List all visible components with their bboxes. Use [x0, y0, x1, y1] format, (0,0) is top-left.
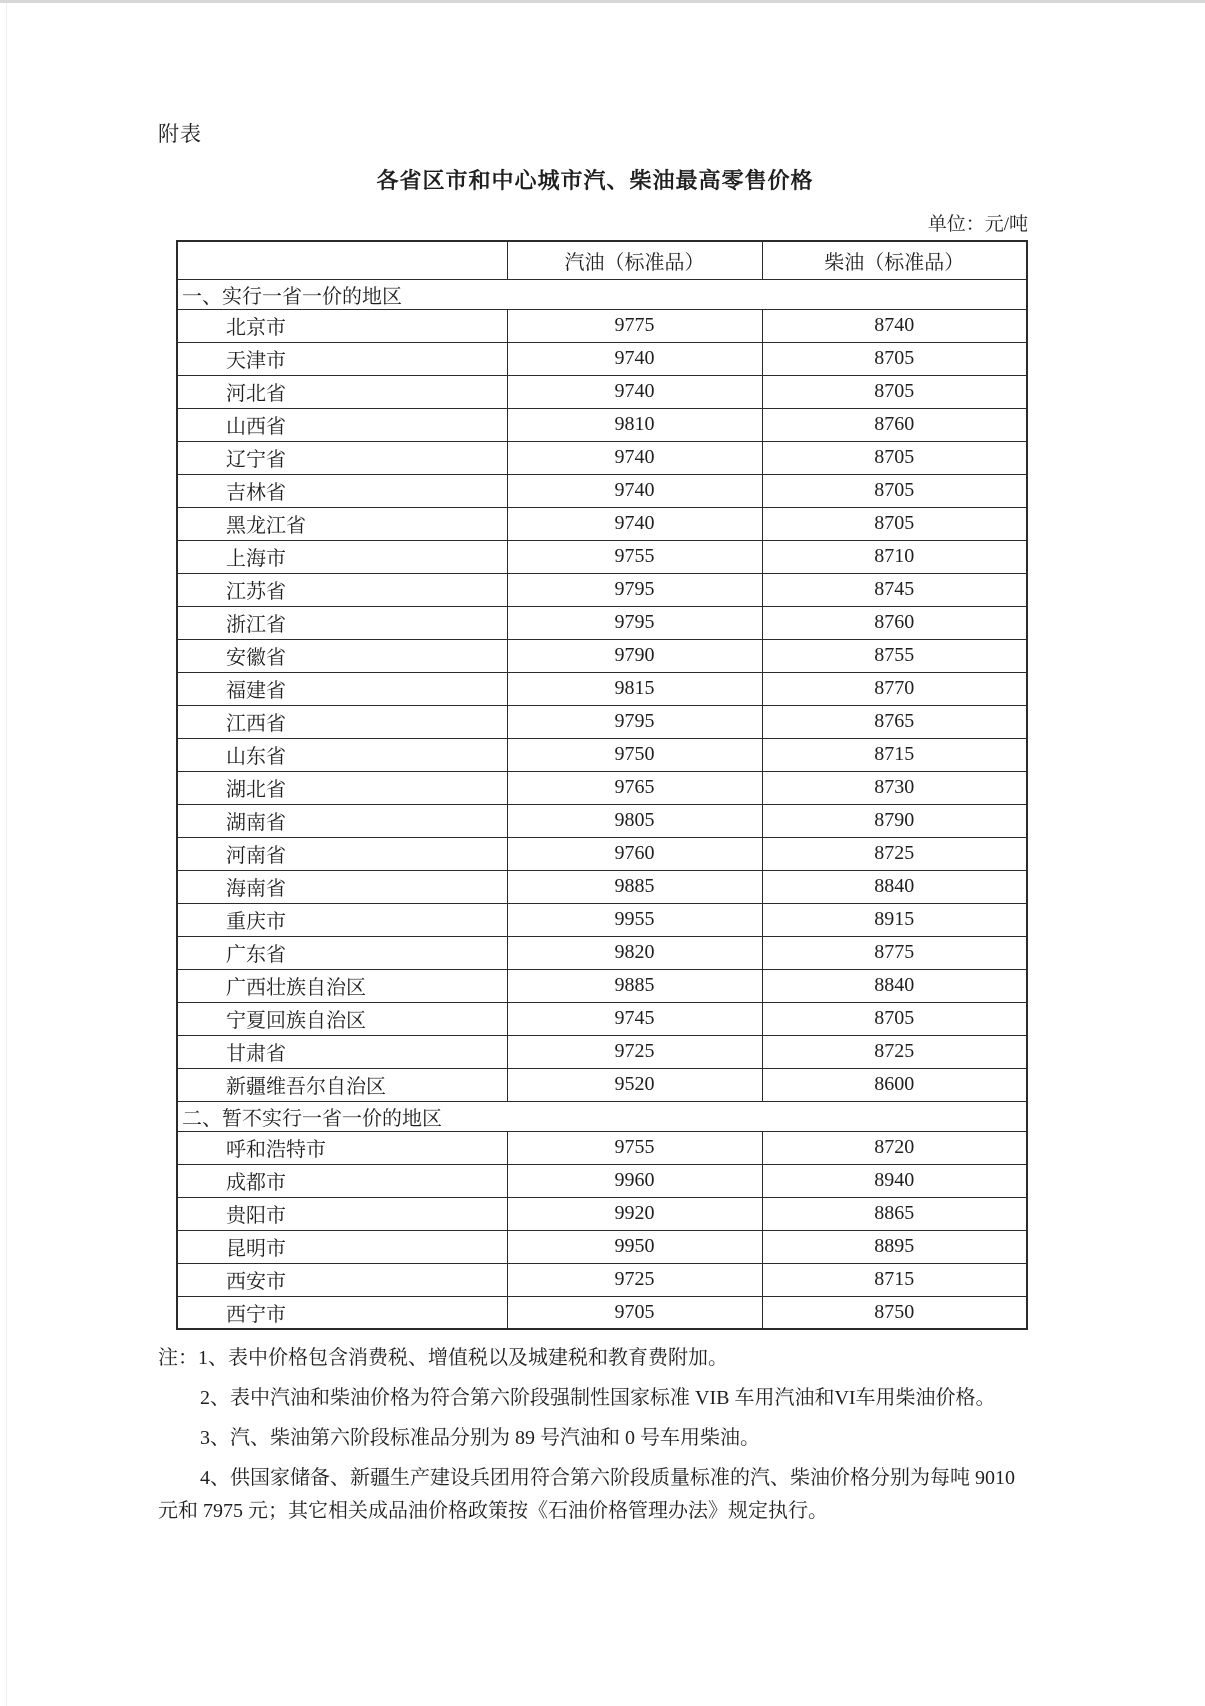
gasoline-price-cell: 9960: [507, 1164, 762, 1197]
note-line: 注：1、表中价格包含消费税、增值税以及城建税和教育费附加。: [158, 1347, 728, 1369]
table-row: [177, 1068, 1027, 1101]
diesel-price-cell: 8840: [762, 969, 1027, 1002]
annex-label: 附表: [158, 122, 202, 146]
section-heading-row: [177, 1101, 1027, 1131]
region-cell: 福建省: [177, 672, 507, 705]
gasoline-price-cell: 9740: [507, 342, 762, 375]
region-cell: 新疆维吾尔自治区: [177, 1068, 507, 1101]
table-row: [177, 474, 1027, 507]
diesel-price-cell: 8730: [762, 771, 1027, 804]
table-row: [177, 804, 1027, 837]
region-cell: 海南省: [177, 870, 507, 903]
gasoline-price-cell: 9820: [507, 936, 762, 969]
table-row: [177, 705, 1027, 738]
gasoline-price-cell: 9755: [507, 540, 762, 573]
diesel-price-cell: 8705: [762, 375, 1027, 408]
region-cell: 湖北省: [177, 771, 507, 804]
price-table-body: [177, 279, 1027, 1329]
table-row: [177, 507, 1027, 540]
table-row: [177, 408, 1027, 441]
region-cell: 江苏省: [177, 573, 507, 606]
region-cell: 天津市: [177, 342, 507, 375]
table-row: [177, 837, 1027, 870]
diesel-price-cell: 8705: [762, 1002, 1027, 1035]
diesel-price-cell: 8600: [762, 1068, 1027, 1101]
region-cell: 北京市: [177, 309, 507, 342]
gasoline-price-cell: 9790: [507, 639, 762, 672]
diesel-price-cell: 8750: [762, 1296, 1027, 1329]
price-table: [176, 240, 1028, 1330]
table-row: [177, 1002, 1027, 1035]
section-heading: 二、暂不实行一省一价的地区: [177, 1101, 1027, 1131]
diesel-price-cell: 8725: [762, 1035, 1027, 1068]
region-cell: 宁夏回族自治区: [177, 1002, 507, 1035]
diesel-price-cell: 8760: [762, 606, 1027, 639]
diesel-price-cell: 8775: [762, 936, 1027, 969]
table-row: [177, 375, 1027, 408]
table-row: [177, 1197, 1027, 1230]
document-page: [158, 118, 1032, 1535]
gasoline-price-cell: 9815: [507, 672, 762, 705]
table-row: [177, 1230, 1027, 1263]
diesel-price-cell: 8765: [762, 705, 1027, 738]
column-header-diesel: 柴油（标准品）: [762, 241, 1027, 279]
diesel-price-cell: 8895: [762, 1230, 1027, 1263]
unit-label: 单位：元/吨: [927, 214, 1028, 235]
notes: [158, 1342, 1032, 1528]
diesel-price-cell: 8940: [762, 1164, 1027, 1197]
gasoline-price-cell: 9725: [507, 1035, 762, 1068]
table-row: [177, 606, 1027, 639]
region-cell: 西安市: [177, 1263, 507, 1296]
gasoline-price-cell: 9810: [507, 408, 762, 441]
region-cell: 西宁市: [177, 1296, 507, 1329]
region-cell: 贵阳市: [177, 1197, 507, 1230]
table-row: [177, 1164, 1027, 1197]
diesel-price-cell: 8725: [762, 837, 1027, 870]
diesel-price-cell: 8865: [762, 1197, 1027, 1230]
gasoline-price-cell: 9920: [507, 1197, 762, 1230]
region-cell: 昆明市: [177, 1230, 507, 1263]
region-cell: 辽宁省: [177, 441, 507, 474]
region-cell: 山西省: [177, 408, 507, 441]
column-header-gasoline: 汽油（标准品）: [507, 241, 762, 279]
region-cell: 安徽省: [177, 639, 507, 672]
region-cell: 黑龙江省: [177, 507, 507, 540]
table-row: [177, 903, 1027, 936]
diesel-price-cell: 8715: [762, 738, 1027, 771]
table-row: [177, 870, 1027, 903]
region-cell: 河北省: [177, 375, 507, 408]
table-row: [177, 1296, 1027, 1329]
gasoline-price-cell: 9740: [507, 507, 762, 540]
diesel-price-cell: 8740: [762, 309, 1027, 342]
gasoline-price-cell: 9705: [507, 1296, 762, 1329]
gasoline-price-cell: 9885: [507, 870, 762, 903]
region-cell: 吉林省: [177, 474, 507, 507]
region-cell: 成都市: [177, 1164, 507, 1197]
column-header-region: [177, 241, 507, 279]
gasoline-price-cell: 9760: [507, 837, 762, 870]
diesel-price-cell: 8915: [762, 903, 1027, 936]
gasoline-price-cell: 9765: [507, 771, 762, 804]
gasoline-price-cell: 9740: [507, 441, 762, 474]
header-row: [177, 241, 1027, 279]
table-row: [177, 1131, 1027, 1164]
diesel-price-cell: 8705: [762, 441, 1027, 474]
gasoline-price-cell: 9805: [507, 804, 762, 837]
gasoline-price-cell: 9950: [507, 1230, 762, 1263]
table-row: [177, 342, 1027, 375]
region-cell: 浙江省: [177, 606, 507, 639]
gasoline-price-cell: 9795: [507, 606, 762, 639]
region-cell: 广西壮族自治区: [177, 969, 507, 1002]
page-edge-line: [6, 3, 7, 1706]
gasoline-price-cell: 9740: [507, 474, 762, 507]
diesel-price-cell: 8755: [762, 639, 1027, 672]
gasoline-price-cell: 9750: [507, 738, 762, 771]
note-line: 3、汽、柴油第六阶段标准品分别为 89 号汽油和 0 号车用柴油。: [200, 1427, 760, 1449]
table-row: [177, 1035, 1027, 1068]
gasoline-price-cell: 9795: [507, 705, 762, 738]
diesel-price-cell: 8715: [762, 1263, 1027, 1296]
table-row: [177, 1263, 1027, 1296]
region-cell: 上海市: [177, 540, 507, 573]
table-row: [177, 309, 1027, 342]
table-row: [177, 639, 1027, 672]
region-cell: 江西省: [177, 705, 507, 738]
diesel-price-cell: 8760: [762, 408, 1027, 441]
gasoline-price-cell: 9725: [507, 1263, 762, 1296]
section-heading-row: [177, 279, 1027, 309]
table-row: [177, 771, 1027, 804]
gasoline-price-cell: 9745: [507, 1002, 762, 1035]
gasoline-price-cell: 9955: [507, 903, 762, 936]
note-line: 2、表中汽油和柴油价格为符合第六阶段强制性国家标准 VIB 车用汽油和VI车用柴油价格。: [200, 1387, 996, 1409]
diesel-price-cell: 8705: [762, 474, 1027, 507]
region-cell: 重庆市: [177, 903, 507, 936]
region-cell: 呼和浩特市: [177, 1131, 507, 1164]
table-row: [177, 540, 1027, 573]
region-cell: 广东省: [177, 936, 507, 969]
diesel-price-cell: 8840: [762, 870, 1027, 903]
table-row: [177, 969, 1027, 1002]
diesel-price-cell: 8705: [762, 507, 1027, 540]
gasoline-price-cell: 9775: [507, 309, 762, 342]
table-row: [177, 672, 1027, 705]
gasoline-price-cell: 9740: [507, 375, 762, 408]
table-row: [177, 573, 1027, 606]
table-row: [177, 936, 1027, 969]
gasoline-price-cell: 9520: [507, 1068, 762, 1101]
region-cell: 湖南省: [177, 804, 507, 837]
gasoline-price-cell: 9795: [507, 573, 762, 606]
table-row: [177, 738, 1027, 771]
section-heading: 一、实行一省一价的地区: [177, 279, 1027, 309]
diesel-price-cell: 8770: [762, 672, 1027, 705]
diesel-price-cell: 8705: [762, 342, 1027, 375]
gasoline-price-cell: 9885: [507, 969, 762, 1002]
note-line: 4、供国家储备、新疆生产建设兵团用符合第六阶段质量标准的汽、柴油价格分别为每吨 9010 元和 7975 元；其它相关成品油价格政策按《石油价格管理办法》规定执行。: [158, 1467, 1015, 1522]
diesel-price-cell: 8710: [762, 540, 1027, 573]
gasoline-price-cell: 9755: [507, 1131, 762, 1164]
region-cell: 河南省: [177, 837, 507, 870]
page-title: 各省区市和中心城市汽、柴油最高零售价格: [376, 168, 814, 193]
region-cell: 山东省: [177, 738, 507, 771]
region-cell: 甘肃省: [177, 1035, 507, 1068]
diesel-price-cell: 8790: [762, 804, 1027, 837]
diesel-price-cell: 8745: [762, 573, 1027, 606]
diesel-price-cell: 8720: [762, 1131, 1027, 1164]
table-row: [177, 441, 1027, 474]
